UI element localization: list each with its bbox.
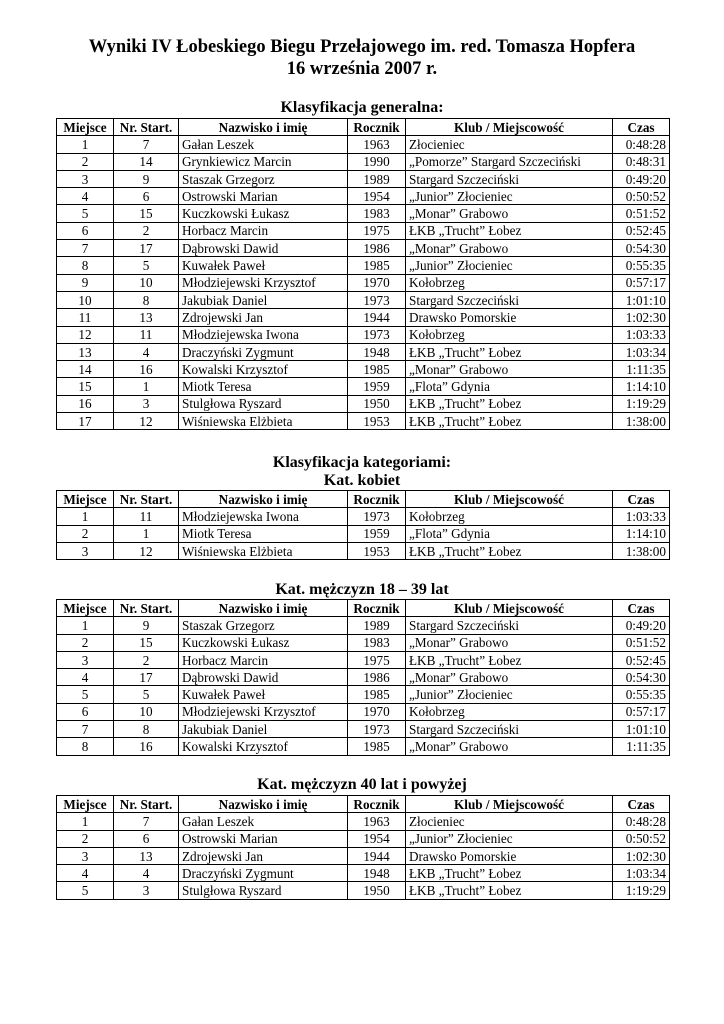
place-cell: 1 (57, 617, 114, 634)
place-cell: 12 (57, 326, 114, 343)
start-number-cell: 12 (114, 542, 179, 559)
start-number-cell: 4 (114, 865, 179, 882)
club-cell: „Monar” Grabowo (406, 669, 613, 686)
column-header-name: Nazwisko i imię (179, 491, 348, 508)
name-cell: Horbacz Marcin (179, 651, 348, 668)
place-cell: 2 (57, 525, 114, 542)
document-title: Wyniki IV Łobeskiego Biegu Przełajowego im. red. Tomasza Hopfera (88, 37, 636, 57)
time-cell: 0:55:35 (613, 257, 670, 274)
birth-year-cell: 1970 (348, 274, 406, 291)
start-number-cell: 2 (114, 222, 179, 239)
column-header-place: Miejsce (57, 600, 114, 617)
column-header-place: Miejsce (57, 796, 114, 813)
time-cell: 1:01:10 (613, 721, 670, 738)
time-cell: 0:57:17 (613, 274, 670, 291)
start-number-cell: 17 (114, 240, 179, 257)
place-cell: 13 (57, 343, 114, 360)
time-cell: 1:02:30 (613, 847, 670, 864)
club-cell: ŁKB „Trucht” Łobez (406, 343, 613, 360)
name-cell: Horbacz Marcin (179, 222, 348, 239)
column-header-birth-year: Rocznik (348, 119, 406, 136)
birth-year-cell: 1975 (348, 222, 406, 239)
men-40-plus-category-title: Kat. mężczyzn 40 lat i powyżej (257, 776, 467, 793)
place-cell: 2 (57, 153, 114, 170)
general-results-table (56, 118, 670, 430)
club-cell: Kołobrzeg (406, 508, 613, 525)
place-cell: 16 (57, 395, 114, 412)
name-cell: Grynkiewicz Marcin (179, 153, 348, 170)
start-number-cell: 6 (114, 830, 179, 847)
club-cell: „Junior” Złocieniec (406, 188, 613, 205)
start-number-cell: 16 (114, 738, 179, 755)
name-cell: Kuwałek Paweł (179, 257, 348, 274)
start-number-cell: 13 (114, 309, 179, 326)
table-row (57, 274, 670, 291)
club-cell: „Monar” Grabowo (406, 634, 613, 651)
birth-year-cell: 1954 (348, 830, 406, 847)
table-header-row (57, 119, 670, 136)
table-row (57, 865, 670, 882)
time-cell: 0:52:45 (613, 651, 670, 668)
birth-year-cell: 1985 (348, 361, 406, 378)
column-header-start-number: Nr. Start. (114, 796, 179, 813)
birth-year-cell: 1950 (348, 395, 406, 412)
club-cell: „Flota” Gdynia (406, 525, 613, 542)
name-cell: Staszak Grzegorz (179, 170, 348, 187)
time-cell: 1:01:10 (613, 291, 670, 308)
place-cell: 8 (57, 738, 114, 755)
start-number-cell: 5 (114, 686, 179, 703)
start-number-cell: 10 (114, 274, 179, 291)
column-header-club: Klub / Miejscowość (406, 796, 613, 813)
time-cell: 1:19:29 (613, 882, 670, 899)
table-header-row (57, 600, 670, 617)
general-classification-title: Klasyfikacja generalna: (280, 99, 444, 116)
place-cell: 4 (57, 669, 114, 686)
start-number-cell: 2 (114, 651, 179, 668)
club-cell: Kołobrzeg (406, 326, 613, 343)
club-cell: „Monar” Grabowo (406, 240, 613, 257)
club-cell: ŁKB „Trucht” Łobez (406, 882, 613, 899)
club-cell: ŁKB „Trucht” Łobez (406, 542, 613, 559)
women-category-title: Kat. kobiet (323, 472, 401, 489)
time-cell: 0:51:52 (613, 205, 670, 222)
place-cell: 9 (57, 274, 114, 291)
time-cell: 0:51:52 (613, 634, 670, 651)
club-cell: ŁKB „Trucht” Łobez (406, 395, 613, 412)
table-row (57, 395, 670, 412)
club-cell: „Junior” Złocieniec (406, 830, 613, 847)
name-cell: Dąbrowski Dawid (179, 240, 348, 257)
start-number-cell: 11 (114, 326, 179, 343)
table-row (57, 361, 670, 378)
table-row (57, 170, 670, 187)
time-cell: 0:48:28 (613, 813, 670, 830)
women-results-table (56, 490, 670, 560)
place-cell: 1 (57, 136, 114, 153)
time-cell: 1:38:00 (613, 413, 670, 430)
birth-year-cell: 1985 (348, 738, 406, 755)
place-cell: 6 (57, 703, 114, 720)
club-cell: „Flota” Gdynia (406, 378, 613, 395)
start-number-cell: 3 (114, 882, 179, 899)
place-cell: 10 (57, 291, 114, 308)
birth-year-cell: 1948 (348, 865, 406, 882)
start-number-cell: 4 (114, 343, 179, 360)
name-cell: Ostrowski Marian (179, 188, 348, 205)
birth-year-cell: 1963 (348, 813, 406, 830)
start-number-cell: 7 (114, 813, 179, 830)
birth-year-cell: 1954 (348, 188, 406, 205)
table-row (57, 291, 670, 308)
name-cell: Draczyński Zygmunt (179, 865, 348, 882)
club-cell: Stargard Szczeciński (406, 617, 613, 634)
column-header-club: Klub / Miejscowość (406, 119, 613, 136)
place-cell: 6 (57, 222, 114, 239)
table-row (57, 343, 670, 360)
start-number-cell: 14 (114, 153, 179, 170)
table-row (57, 508, 670, 525)
time-cell: 1:11:35 (613, 738, 670, 755)
club-cell: „Junior” Złocieniec (406, 257, 613, 274)
name-cell: Jakubiak Daniel (179, 721, 348, 738)
birth-year-cell: 1985 (348, 686, 406, 703)
start-number-cell: 6 (114, 188, 179, 205)
time-cell: 1:03:34 (613, 343, 670, 360)
place-cell: 14 (57, 361, 114, 378)
table-row (57, 525, 670, 542)
table-row (57, 617, 670, 634)
name-cell: Jakubiak Daniel (179, 291, 348, 308)
place-cell: 7 (57, 721, 114, 738)
name-cell: Kuczkowski Łukasz (179, 634, 348, 651)
place-cell: 3 (57, 542, 114, 559)
time-cell: 0:54:30 (613, 669, 670, 686)
place-cell: 3 (57, 651, 114, 668)
name-cell: Miotk Teresa (179, 378, 348, 395)
start-number-cell: 9 (114, 617, 179, 634)
table-row (57, 847, 670, 864)
column-header-time: Czas (613, 491, 670, 508)
time-cell: 0:54:30 (613, 240, 670, 257)
birth-year-cell: 1948 (348, 343, 406, 360)
name-cell: Młodziejewska Iwona (179, 326, 348, 343)
table-row (57, 188, 670, 205)
birth-year-cell: 1973 (348, 508, 406, 525)
time-cell: 0:48:28 (613, 136, 670, 153)
birth-year-cell: 1983 (348, 634, 406, 651)
start-number-cell: 10 (114, 703, 179, 720)
club-cell: Stargard Szczeciński (406, 291, 613, 308)
club-cell: „Monar” Grabowo (406, 205, 613, 222)
name-cell: Kowalski Krzysztof (179, 738, 348, 755)
table-row (57, 222, 670, 239)
place-cell: 5 (57, 882, 114, 899)
birth-year-cell: 1953 (348, 542, 406, 559)
table-row (57, 153, 670, 170)
time-cell: 1:19:29 (613, 395, 670, 412)
name-cell: Stulgłowa Ryszard (179, 882, 348, 899)
table-row (57, 542, 670, 559)
table-row (57, 240, 670, 257)
club-cell: Drawsko Pomorskie (406, 309, 613, 326)
column-header-birth-year: Rocznik (348, 796, 406, 813)
club-cell: ŁKB „Trucht” Łobez (406, 222, 613, 239)
birth-year-cell: 1944 (348, 847, 406, 864)
table-header-row (57, 796, 670, 813)
time-cell: 0:55:35 (613, 686, 670, 703)
category-classification-title: Klasyfikacja kategoriami: (272, 454, 452, 471)
birth-year-cell: 1963 (348, 136, 406, 153)
table-row (57, 326, 670, 343)
start-number-cell: 8 (114, 721, 179, 738)
name-cell: Stulgłowa Ryszard (179, 395, 348, 412)
time-cell: 0:57:17 (613, 703, 670, 720)
name-cell: Kuczkowski Łukasz (179, 205, 348, 222)
column-header-place: Miejsce (57, 119, 114, 136)
name-cell: Ostrowski Marian (179, 830, 348, 847)
name-cell: Młodziejewska Iwona (179, 508, 348, 525)
column-header-name: Nazwisko i imię (179, 796, 348, 813)
club-cell: „Monar” Grabowo (406, 361, 613, 378)
time-cell: 0:50:52 (613, 830, 670, 847)
column-header-birth-year: Rocznik (348, 491, 406, 508)
name-cell: Kowalski Krzysztof (179, 361, 348, 378)
name-cell: Gałan Leszek (179, 813, 348, 830)
table-header-row (57, 491, 670, 508)
time-cell: 0:49:20 (613, 617, 670, 634)
birth-year-cell: 1973 (348, 291, 406, 308)
start-number-cell: 1 (114, 378, 179, 395)
start-number-cell: 17 (114, 669, 179, 686)
place-cell: 2 (57, 634, 114, 651)
birth-year-cell: 1944 (348, 309, 406, 326)
column-header-time: Czas (613, 600, 670, 617)
table-row (57, 309, 670, 326)
time-cell: 0:48:31 (613, 153, 670, 170)
table-row (57, 703, 670, 720)
name-cell: Wiśniewska Elżbieta (179, 413, 348, 430)
table-row (57, 205, 670, 222)
club-cell: Drawsko Pomorskie (406, 847, 613, 864)
time-cell: 1:14:10 (613, 525, 670, 542)
club-cell: „Monar” Grabowo (406, 738, 613, 755)
column-header-name: Nazwisko i imię (179, 119, 348, 136)
birth-year-cell: 1975 (348, 651, 406, 668)
place-cell: 7 (57, 240, 114, 257)
birth-year-cell: 1953 (348, 413, 406, 430)
start-number-cell: 7 (114, 136, 179, 153)
club-cell: ŁKB „Trucht” Łobez (406, 413, 613, 430)
name-cell: Młodziejewski Krzysztof (179, 274, 348, 291)
time-cell: 0:49:20 (613, 170, 670, 187)
table-row (57, 257, 670, 274)
time-cell: 1:02:30 (613, 309, 670, 326)
start-number-cell: 13 (114, 847, 179, 864)
start-number-cell: 11 (114, 508, 179, 525)
men-18-39-category-title: Kat. mężczyzn 18 – 39 lat (275, 581, 449, 598)
column-header-start-number: Nr. Start. (114, 600, 179, 617)
table-row (57, 882, 670, 899)
birth-year-cell: 1973 (348, 721, 406, 738)
time-cell: 1:11:35 (613, 361, 670, 378)
place-cell: 8 (57, 257, 114, 274)
column-header-club: Klub / Miejscowość (406, 491, 613, 508)
place-cell: 17 (57, 413, 114, 430)
club-cell: Stargard Szczeciński (406, 721, 613, 738)
start-number-cell: 15 (114, 634, 179, 651)
name-cell: Zdrojewski Jan (179, 847, 348, 864)
time-cell: 1:03:33 (613, 508, 670, 525)
table-row (57, 634, 670, 651)
place-cell: 5 (57, 205, 114, 222)
name-cell: Dąbrowski Dawid (179, 669, 348, 686)
name-cell: Kuwałek Paweł (179, 686, 348, 703)
table-row (57, 669, 670, 686)
club-cell: Kołobrzeg (406, 703, 613, 720)
table-row (57, 738, 670, 755)
column-header-place: Miejsce (57, 491, 114, 508)
document-date: 16 września 2007 r. (286, 59, 438, 79)
table-row (57, 686, 670, 703)
time-cell: 0:52:45 (613, 222, 670, 239)
table-row (57, 378, 670, 395)
time-cell: 1:38:00 (613, 542, 670, 559)
column-header-name: Nazwisko i imię (179, 600, 348, 617)
name-cell: Wiśniewska Elżbieta (179, 542, 348, 559)
column-header-start-number: Nr. Start. (114, 491, 179, 508)
table-row (57, 413, 670, 430)
club-cell: Kołobrzeg (406, 274, 613, 291)
name-cell: Gałan Leszek (179, 136, 348, 153)
club-cell: „Junior” Złocieniec (406, 686, 613, 703)
table-row (57, 813, 670, 830)
birth-year-cell: 1959 (348, 525, 406, 542)
time-cell: 1:03:33 (613, 326, 670, 343)
table-row (57, 721, 670, 738)
place-cell: 2 (57, 830, 114, 847)
start-number-cell: 12 (114, 413, 179, 430)
birth-year-cell: 1986 (348, 240, 406, 257)
time-cell: 1:03:34 (613, 865, 670, 882)
place-cell: 1 (57, 508, 114, 525)
club-cell: Stargard Szczeciński (406, 170, 613, 187)
name-cell: Zdrojewski Jan (179, 309, 348, 326)
table-row (57, 136, 670, 153)
birth-year-cell: 1985 (348, 257, 406, 274)
column-header-time: Czas (613, 119, 670, 136)
club-cell: „Pomorze” Stargard Szczeciński (406, 153, 613, 170)
name-cell: Miotk Teresa (179, 525, 348, 542)
club-cell: Złocieniec (406, 813, 613, 830)
name-cell: Draczyński Zygmunt (179, 343, 348, 360)
time-cell: 0:50:52 (613, 188, 670, 205)
table-row (57, 651, 670, 668)
time-cell: 1:14:10 (613, 378, 670, 395)
place-cell: 11 (57, 309, 114, 326)
birth-year-cell: 1983 (348, 205, 406, 222)
start-number-cell: 5 (114, 257, 179, 274)
birth-year-cell: 1970 (348, 703, 406, 720)
start-number-cell: 1 (114, 525, 179, 542)
column-header-club: Klub / Miejscowość (406, 600, 613, 617)
place-cell: 4 (57, 188, 114, 205)
column-header-time: Czas (613, 796, 670, 813)
column-header-birth-year: Rocznik (348, 600, 406, 617)
name-cell: Młodziejewski Krzysztof (179, 703, 348, 720)
club-cell: Złocieniec (406, 136, 613, 153)
birth-year-cell: 1989 (348, 170, 406, 187)
place-cell: 3 (57, 170, 114, 187)
place-cell: 3 (57, 847, 114, 864)
place-cell: 5 (57, 686, 114, 703)
men-40-plus-results-table (56, 795, 670, 900)
birth-year-cell: 1973 (348, 326, 406, 343)
start-number-cell: 3 (114, 395, 179, 412)
place-cell: 15 (57, 378, 114, 395)
start-number-cell: 16 (114, 361, 179, 378)
start-number-cell: 8 (114, 291, 179, 308)
club-cell: ŁKB „Trucht” Łobez (406, 651, 613, 668)
place-cell: 4 (57, 865, 114, 882)
birth-year-cell: 1950 (348, 882, 406, 899)
place-cell: 1 (57, 813, 114, 830)
men-18-39-results-table (56, 599, 670, 756)
table-row (57, 830, 670, 847)
birth-year-cell: 1989 (348, 617, 406, 634)
start-number-cell: 9 (114, 170, 179, 187)
start-number-cell: 15 (114, 205, 179, 222)
birth-year-cell: 1959 (348, 378, 406, 395)
birth-year-cell: 1986 (348, 669, 406, 686)
birth-year-cell: 1990 (348, 153, 406, 170)
name-cell: Staszak Grzegorz (179, 617, 348, 634)
club-cell: ŁKB „Trucht” Łobez (406, 865, 613, 882)
column-header-start-number: Nr. Start. (114, 119, 179, 136)
